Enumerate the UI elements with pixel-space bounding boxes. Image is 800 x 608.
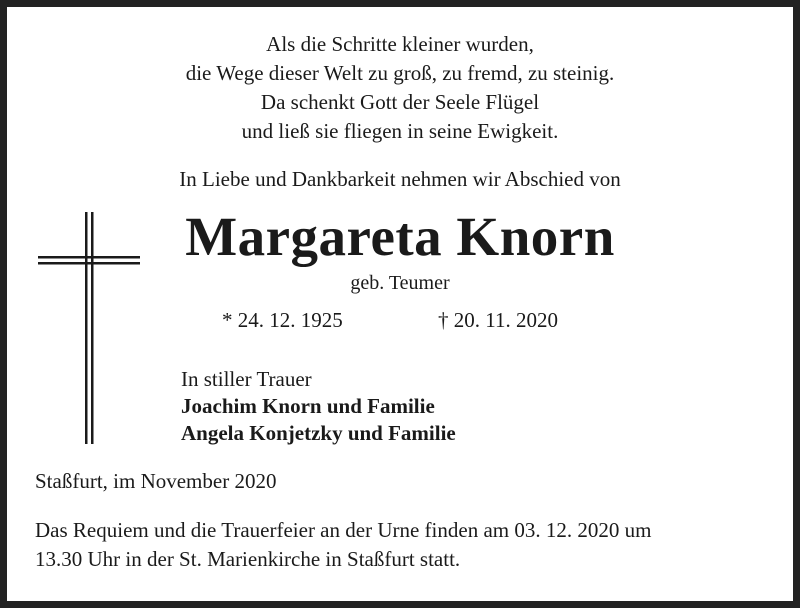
mourners-block — [181, 366, 456, 447]
farewell-intro: In Liebe und Dankbarkeit nehmen wir Abschied von — [179, 167, 621, 191]
mourners-heading: In stiller Trauer — [181, 367, 312, 391]
service-notice — [35, 516, 770, 574]
poem-line: Als die Schritte kleiner wurden, — [266, 32, 534, 56]
poem-line: und ließ sie fliegen in seine Ewigkeit. — [241, 119, 559, 143]
death-date: † 20. 11. 2020 — [438, 308, 558, 332]
service-notice-line: 13.30 Uhr in der St. Marienkirche in Staßfurt statt. — [35, 547, 461, 571]
deceased-name: Margareta Knorn — [185, 206, 615, 267]
mourner-family: Angela Konjetzky und Familie — [181, 421, 456, 445]
poem-line: die Wege dieser Welt zu groß, zu fremd, zu steinig. — [185, 61, 615, 85]
place-date: Staßfurt, im November 2020 — [35, 469, 277, 493]
service-notice-line: Das Requiem und die Trauerfeier an der Urne finden am 03. 12. 2020 um — [35, 518, 652, 542]
birth-date: * 24. 12. 1925 — [222, 308, 343, 332]
mourner-family: Joachim Knorn und Familie — [181, 394, 435, 418]
poem — [0, 30, 800, 146]
birth-name: geb. Teumer — [350, 272, 450, 294]
poem-line: Da schenkt Gott der Seele Flügel — [260, 90, 540, 114]
